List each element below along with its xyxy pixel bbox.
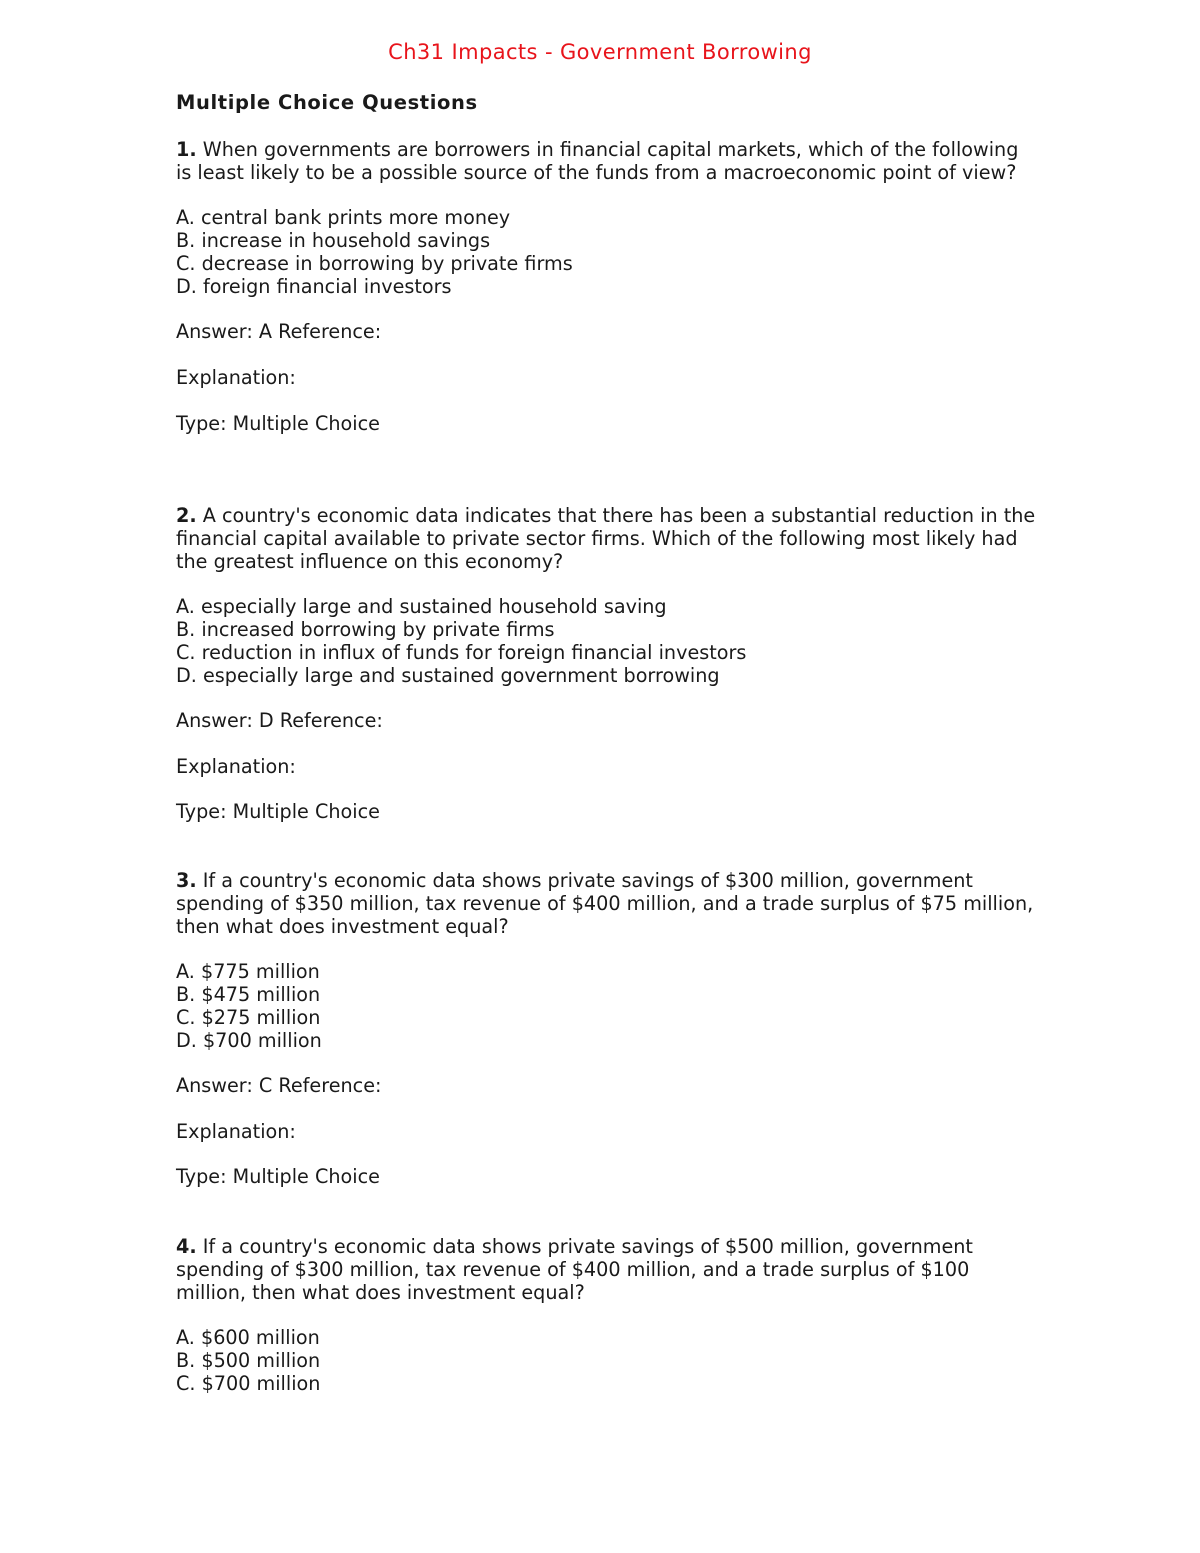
- question-stem: [176, 139, 1036, 185]
- option-b: B. $475 million: [176, 982, 321, 1006]
- option-a: A. $775 million: [176, 960, 320, 984]
- question-2: [176, 505, 1036, 824]
- question-stem: [176, 870, 1036, 938]
- type-line: Type: Multiple Choice: [176, 800, 380, 824]
- answer-options: [176, 1327, 1036, 1395]
- type-line: Type: Multiple Choice: [176, 1165, 380, 1189]
- option-b: B. $500 million: [176, 1348, 321, 1372]
- option-c: C. decrease in borrowing by private firms: [176, 251, 573, 275]
- option-a: A. central bank prints more money: [176, 206, 511, 230]
- question-number: 4.: [176, 1235, 197, 1258]
- question-number: 1.: [176, 138, 197, 161]
- question-number: 3.: [176, 869, 197, 892]
- question-stem: [176, 505, 1036, 573]
- option-c: C. reduction in influx of funds for foreign financial investors: [176, 640, 747, 664]
- answer-line: Answer: A Reference:: [176, 320, 382, 344]
- option-d: D. foreign financial investors: [176, 274, 452, 298]
- question-1: [176, 139, 1036, 435]
- section-heading: Multiple Choice Questions: [176, 91, 478, 114]
- answer-line: Answer: D Reference:: [176, 709, 383, 733]
- option-a: A. especially large and sustained household saving: [176, 595, 667, 619]
- option-c: C. $275 million: [176, 1005, 321, 1029]
- explanation-line: Explanation:: [176, 1119, 296, 1143]
- answer-options: [176, 207, 1036, 298]
- option-a: A. $600 million: [176, 1326, 320, 1350]
- option-b: B. increased borrowing by private firms: [176, 617, 555, 641]
- explanation-line: Explanation:: [176, 365, 296, 389]
- question-text: If a country's economic data shows private savings of $500 million, government spending of $300 million, tax revenue of $400 million, and a trade surplus of $100 million, then what does investment equal?: [176, 1235, 973, 1304]
- question-text: When governments are borrowers in financial capital markets, which of the following is least likely to be a possible source of the funds from a macroeconomic point of view?: [176, 138, 1019, 184]
- option-b: B. increase in household savings: [176, 229, 491, 253]
- question-text: A country's economic data indicates that there has been a substantial reduction in the financial capital available to private sector firms. Which of the following most likely had the greatest influence on this economy?: [176, 504, 1036, 573]
- answer-options: [176, 961, 1036, 1052]
- document-title: Ch31 Impacts - Government Borrowing: [388, 40, 812, 64]
- option-d: D. especially large and sustained government borrowing: [176, 663, 720, 687]
- answer-options: [176, 596, 1036, 687]
- answer-line: Answer: C Reference:: [176, 1074, 382, 1098]
- explanation-line: Explanation:: [176, 754, 296, 778]
- option-d: D. $700 million: [176, 1028, 322, 1052]
- question-4: [176, 1236, 1036, 1396]
- question-text: If a country's economic data shows private savings of $300 million, government spending of $350 million, tax revenue of $400 million, and a trade surplus of $75 million, then what does investment equal?: [176, 869, 1034, 938]
- question-number: 2.: [176, 504, 197, 527]
- type-line: Type: Multiple Choice: [176, 411, 380, 435]
- question-stem: [176, 1236, 1036, 1304]
- option-c: C. $700 million: [176, 1371, 321, 1395]
- question-3: [176, 870, 1036, 1189]
